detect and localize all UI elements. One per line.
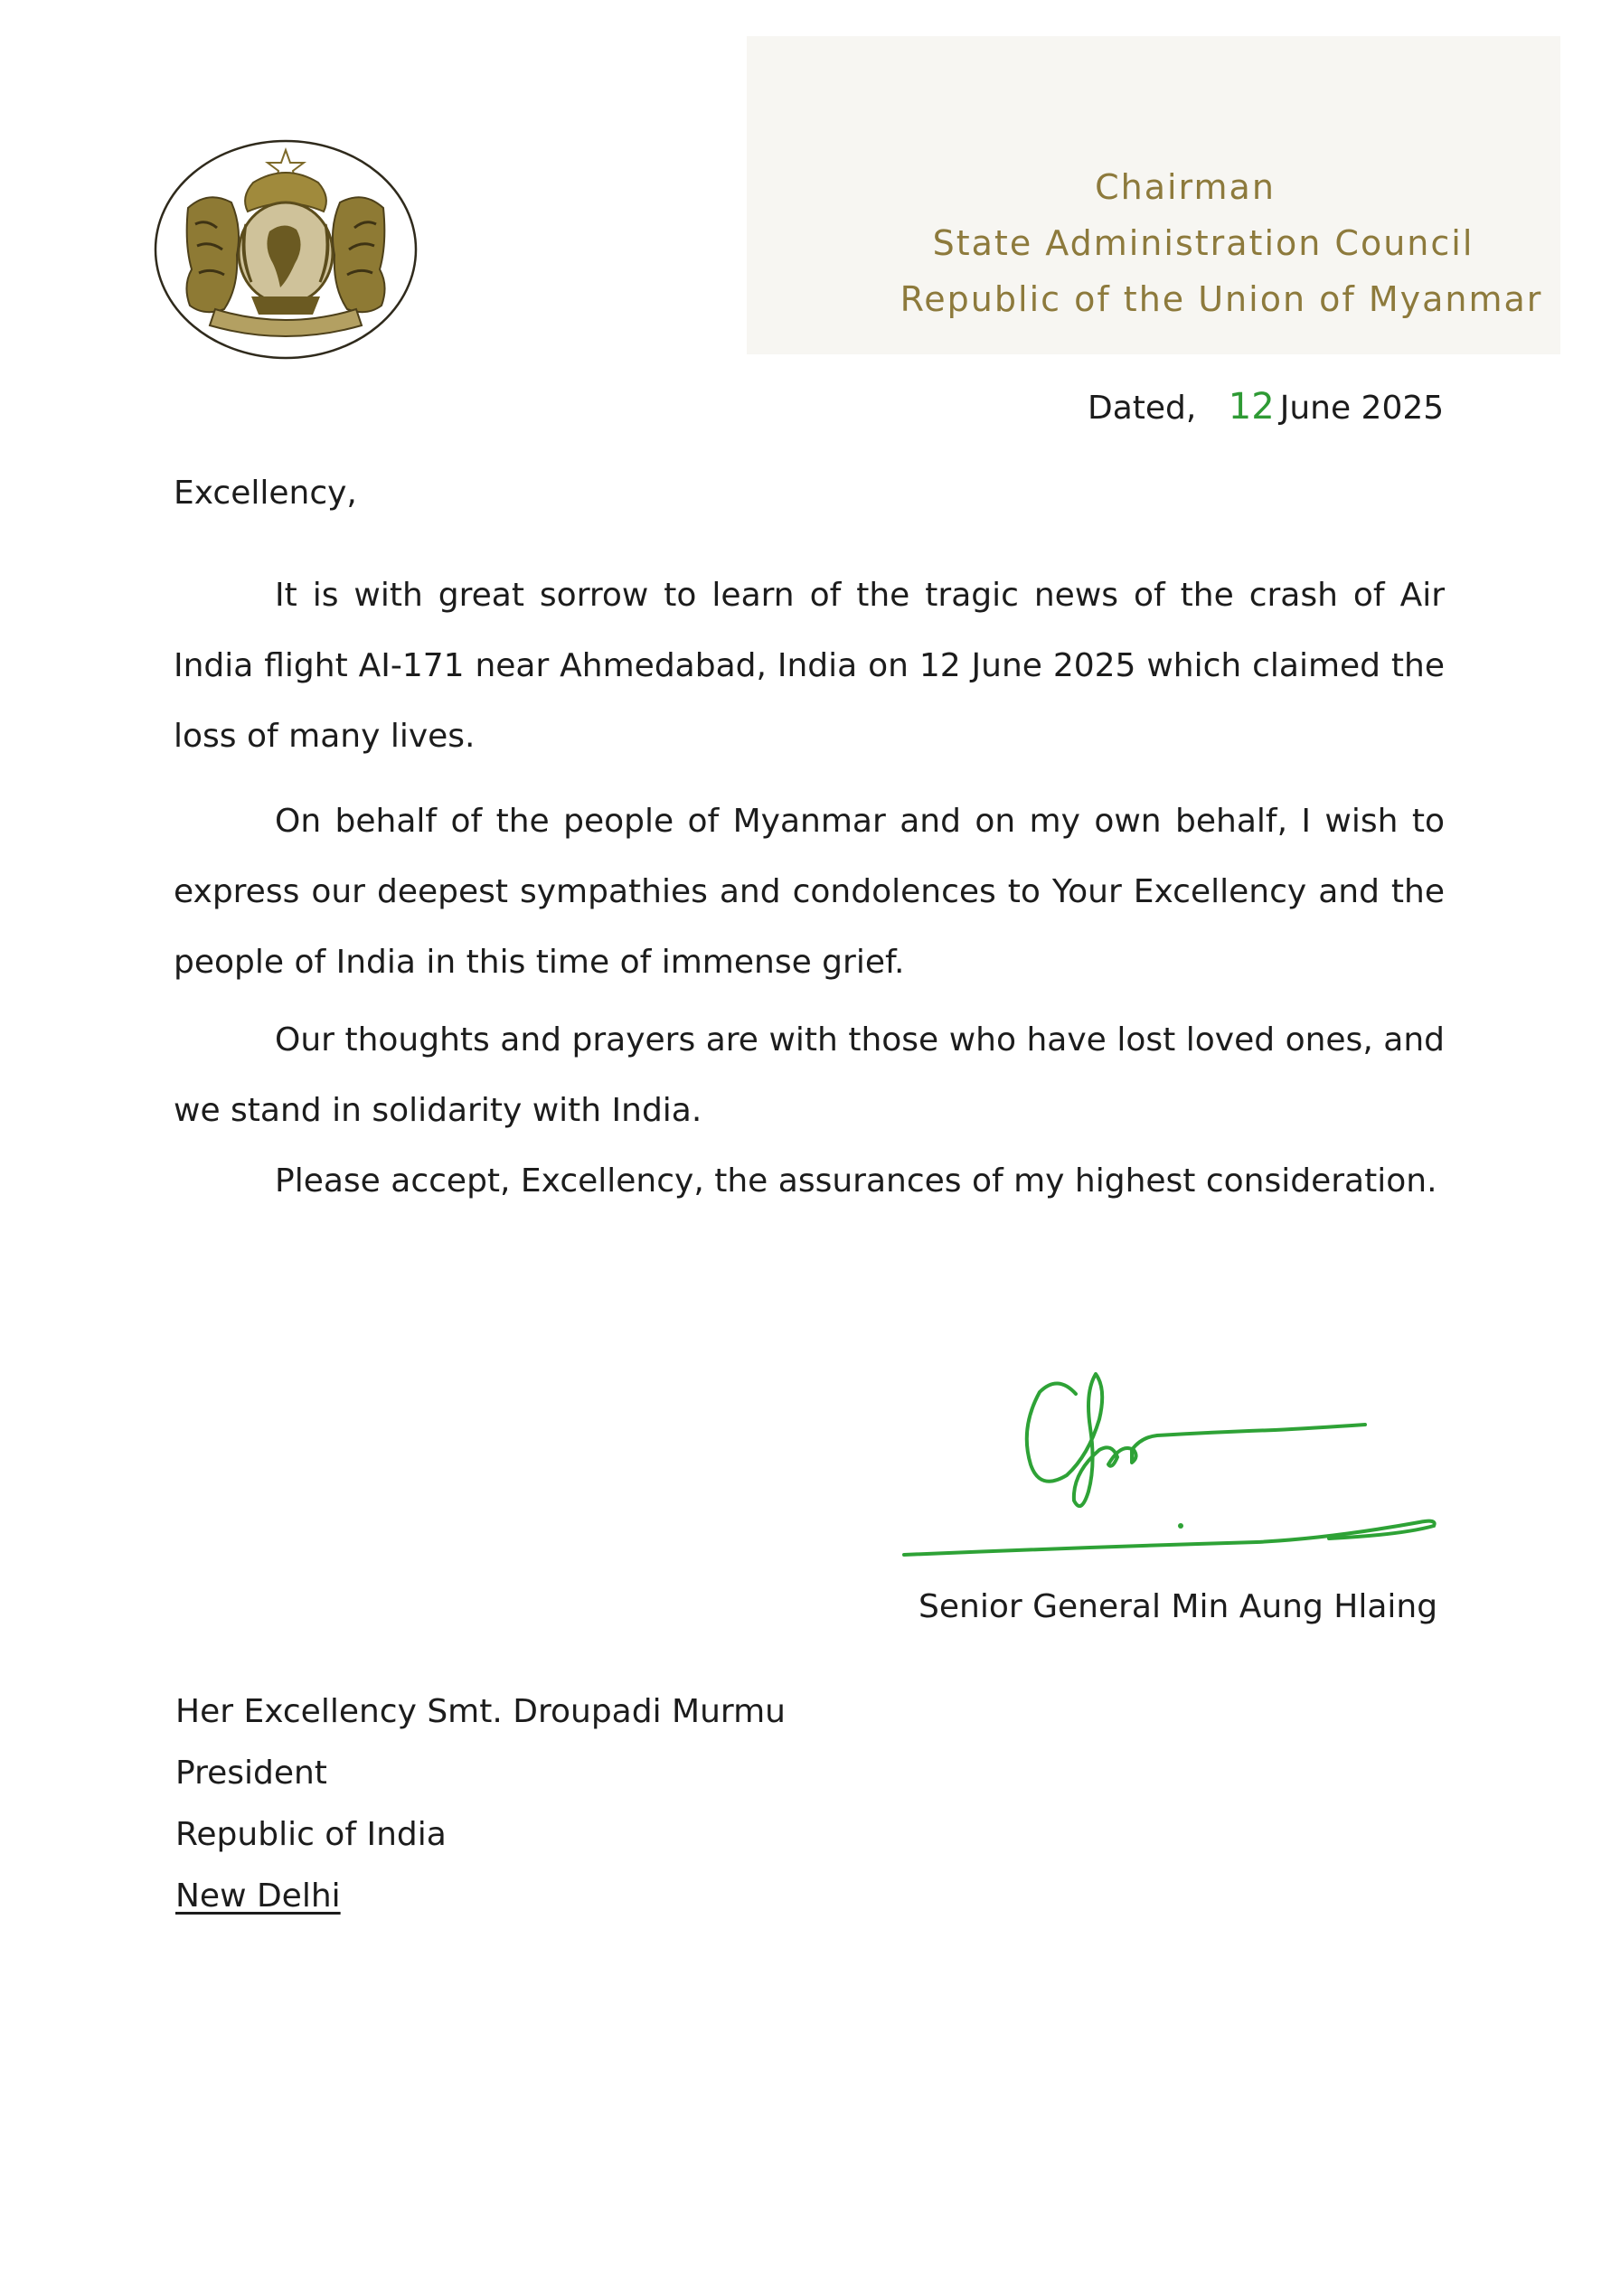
handwritten-signature [895,1356,1456,1564]
signatory-name: Senior General Min Aung Hlaing [919,1588,1438,1625]
letterhead-line-chairman: Chairman [1095,167,1276,207]
body-paragraph-4: Please accept, Excellency, the assurances of my highest consideration. [275,1162,1437,1200]
salutation: Excellency, [174,475,357,512]
date-label: Dated, [1088,390,1197,427]
addressee-title: President [175,1755,327,1792]
addressee-city: New Delhi [175,1877,341,1915]
letterhead-line-republic: Republic of the Union of Myanmar [900,279,1543,319]
letterhead-title-block [747,159,1560,327]
date-line [1088,386,1445,428]
myanmar-state-seal-icon [152,137,419,362]
addressee-name: Her Excellency Smt. Droupadi Murmu [175,1693,786,1730]
date-month-year: June 2025 [1279,390,1445,427]
letterhead-line-council: State Administration Council [932,223,1474,263]
body-paragraph-1: It is with great sorrow to learn of the tragic news of the crash of Air India flight AI-171 near Ahmedabad, India on 12 June 2025 which claimed the loss of many lives. [174,577,1445,755]
addressee-country: Republic of India [175,1816,447,1853]
body-paragraph-2: On behalf of the people of Myanmar and on my own behalf, I wish to express our deepest sympathies and condolences to Your Excellency and the people of India in this time of immense grief. [174,803,1445,981]
date-day-handwritten: 12 [1228,386,1275,428]
body-paragraph-3: Our thoughts and prayers are with those who have lost loved ones, and we stand in solidarity with India. [174,1021,1445,1129]
